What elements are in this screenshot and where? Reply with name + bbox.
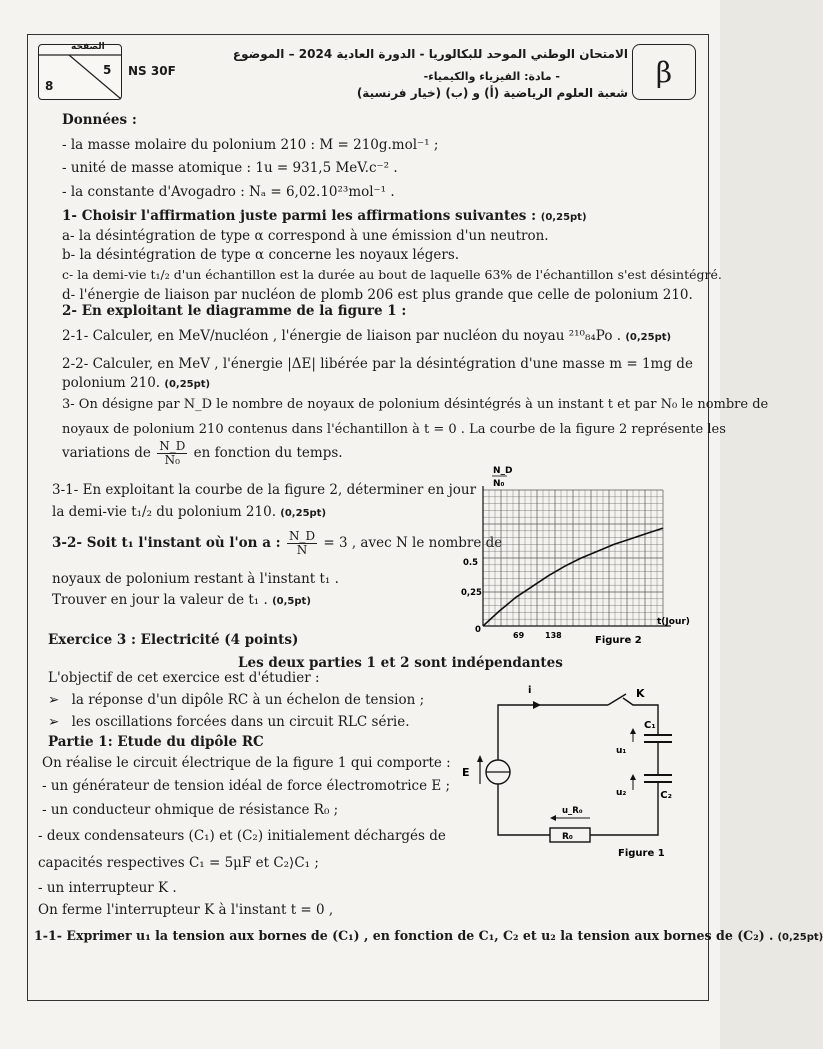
y-axis-label-denominator: N₀ [493, 479, 505, 489]
circuit-wire-bottom-right [590, 802, 658, 835]
q3-2-text: 3-2- Soit t₁ l'instant où l'on a : [52, 535, 281, 552]
fraction-numerator: N_D [288, 529, 316, 543]
donnees-title: Données : [62, 112, 137, 128]
page-number: 5 [103, 63, 112, 77]
q3-text-line1: 3- On désigne par N_D le nombre de noyaux de polonium désintégrés à un instant t et par N₀ le nombre de [62, 397, 769, 412]
exam-code: NS 30F [128, 64, 176, 78]
q2-1-points: (0,25pt) [625, 332, 672, 343]
part1-text-5: capacités respectives C₁ = 5μF et C₂⟩C₁ ; [38, 855, 319, 871]
question-1-1-text: 1-1- Exprimer u₁ la tension aux bornes de (C₁) , en fonction de C₁, C₂ et u₂ la tension aux bornes de (C₂) . [34, 928, 774, 943]
q1-title: 1- Choisir l'affirmation juste parmi les affirmations suivantes : [62, 208, 537, 224]
emf-arrow-icon [477, 755, 483, 762]
part1-title: Partie 1: Etude du dipôle RC [48, 734, 264, 750]
q1-option-c: c- la demi-vie t₁/₂ d'un échantillon est la durée au bout de laquelle 63% de l'échantillon s'est désintégré. [62, 267, 722, 282]
x-tick-label: 138 [545, 631, 562, 640]
part1-text-2: - un générateur de tension idéal de force électromotrice E ; [42, 778, 451, 794]
emf-label: E [462, 766, 470, 779]
q2-1-text: 2-1- Calculer, en MeV/nucléon , l'énergie de liaison par nucléon du noyau ²¹⁰₈₄Po . [62, 328, 622, 344]
bullet-arrow-icon: ➢ [48, 692, 60, 708]
figure-2-chart [455, 462, 695, 652]
objective-text: L'objectif de cet exercice est d'étudier : [48, 670, 320, 686]
q2-2-text: 2-2- Calculer, en MeV , l'énergie |ΔE| libérée par la désintégration d'une masse m = 1mg de [62, 356, 693, 372]
q3-2-text-b: = 3 , avec N le nombre de [323, 535, 503, 552]
page-label: الصفحة [71, 42, 105, 52]
bullet-arrow-icon: ➢ [48, 714, 60, 730]
donnee-uma: - unité de masse atomique : 1u = 931,5 MeV.c⁻² . [62, 160, 398, 176]
y-tick-label: 0,25 [461, 588, 482, 598]
donnee-avogadro: - la constante d'Avogadro : Nₐ = 6,02.10²³mol⁻¹ . [62, 184, 395, 200]
part1-text-6: - un interrupteur K . [38, 880, 177, 896]
q1-option-a: a- la désintégration de type α correspond à une émission d'un neutron. [62, 228, 549, 244]
exercise-3-title: Exercice 3 : Electricité (4 points) [48, 632, 299, 648]
fraction-denominator: N₀ [164, 453, 180, 468]
ur0-arrow-icon [550, 815, 556, 821]
c1-label: C₁ [644, 720, 656, 731]
figure-1-circuit [458, 680, 672, 860]
page-total: 8 [45, 79, 54, 93]
q3-2-text-c: noyaux de polonium restant à l'instant t₁ . [52, 571, 339, 587]
q1-points: (0,25pt) [540, 212, 587, 223]
fraction-denominator: N [296, 543, 308, 558]
x-axis-label: t(Jour) [657, 617, 690, 627]
current-arrow-icon [533, 701, 541, 709]
circuit-wire-top-left [498, 705, 608, 760]
chart-axes [483, 486, 671, 626]
q2-2-text-cont: polonium 210. [62, 375, 161, 391]
bullet-rlc-oscillations: les oscillations forcées dans un circuit RLC série. [71, 714, 410, 730]
figure-1-caption: Figure 1 [618, 848, 665, 859]
q3-text-line3a: variations de [62, 445, 151, 462]
q2-title: 2- En exploitant le diagramme de la figure 1 : [62, 303, 407, 319]
q1-option-d: d- l'énergie de liaison par nucléon de plomb 206 est plus grande que celle de polonium 210. [62, 287, 693, 303]
nd-over-n0-fraction [157, 440, 187, 467]
q3-text-line2: noyaux de polonium 210 contenus dans l'échantillon à t = 0 . La courbe de la figure 2 représente les [62, 422, 726, 437]
header-arabic-line3: شعبة العلوم الرياضية (أ) و (ب) (خيار فرنسية) [356, 86, 628, 100]
part1-text-4: - deux condensateurs (C₁) et (C₂) initialement déchargés de [38, 828, 446, 844]
current-label: i [528, 685, 532, 696]
u2-label: u₂ [616, 788, 627, 798]
u2-arrow-icon [630, 774, 636, 780]
x-tick-label: 69 [513, 631, 525, 640]
figure-2-caption: Figure 2 [595, 635, 642, 646]
q3-1-text: 3-1- En exploitant la courbe de la figure 2, déterminer en jour [52, 482, 477, 498]
chart-grid [483, 490, 663, 626]
y-tick-label: 0 [475, 625, 481, 635]
q3-1-text-cont: la demi-vie t₁/₂ du polonium 210. [52, 504, 276, 520]
exercise-3-subtitle: Les deux parties 1 et 2 sont indépendantes [238, 655, 563, 671]
donnee-masse-molaire: - la masse molaire du polonium 210 : M = 210g.mol⁻¹ ; [62, 137, 439, 153]
question-1-1-points: (0,25pt) [777, 932, 823, 943]
header-arabic-line1: الامتحان الوطني الموحد للبكالوريا - الدورة العادية 2024 – الموضوع [232, 47, 628, 61]
nd-over-n-fraction [287, 530, 317, 557]
u1-label: u₁ [616, 746, 627, 756]
fraction-numerator: N_D [159, 439, 186, 453]
bullet-rc-response: la réponse d'un dipôle RC à un échelon de tension ; [71, 692, 425, 708]
switch-label: K [636, 687, 645, 700]
switch-k-blade [608, 694, 626, 705]
q1-option-b: b- la désintégration de type α concerne les noyaux légers. [62, 247, 460, 263]
q3-2-text-d: Trouver en jour la valeur de t₁ . [52, 592, 268, 608]
part1-text-3: - un conducteur ohmique de résistance R₀ ; [42, 802, 339, 818]
y-axis-label-numerator: N_D [493, 466, 513, 476]
q3-2-points: (0,5pt) [272, 596, 311, 607]
q3-1-points: (0,25pt) [280, 508, 327, 519]
y-tick-label: 0.5 [463, 558, 479, 568]
c2-label: C₂ [660, 790, 672, 801]
beta-box: β [632, 44, 696, 100]
ur0-label: u_R₀ [562, 806, 583, 816]
part1-text-1: On réalise le circuit électrique de la figure 1 qui comporte : [42, 755, 451, 771]
r0-label: R₀ [562, 832, 573, 842]
circuit-wire-bottom-left [498, 784, 550, 835]
header-arabic-line2: - مادة: الفيزياء والكيمياء- [423, 70, 560, 83]
page-number-box [38, 44, 122, 100]
q2-2-points: (0,25pt) [164, 379, 211, 390]
part1-text-7: On ferme l'interrupteur K à l'instant t = 0 , [38, 902, 334, 918]
q3-text-line3b: en fonction du temps. [193, 445, 343, 462]
u1-arrow-icon [630, 728, 636, 734]
